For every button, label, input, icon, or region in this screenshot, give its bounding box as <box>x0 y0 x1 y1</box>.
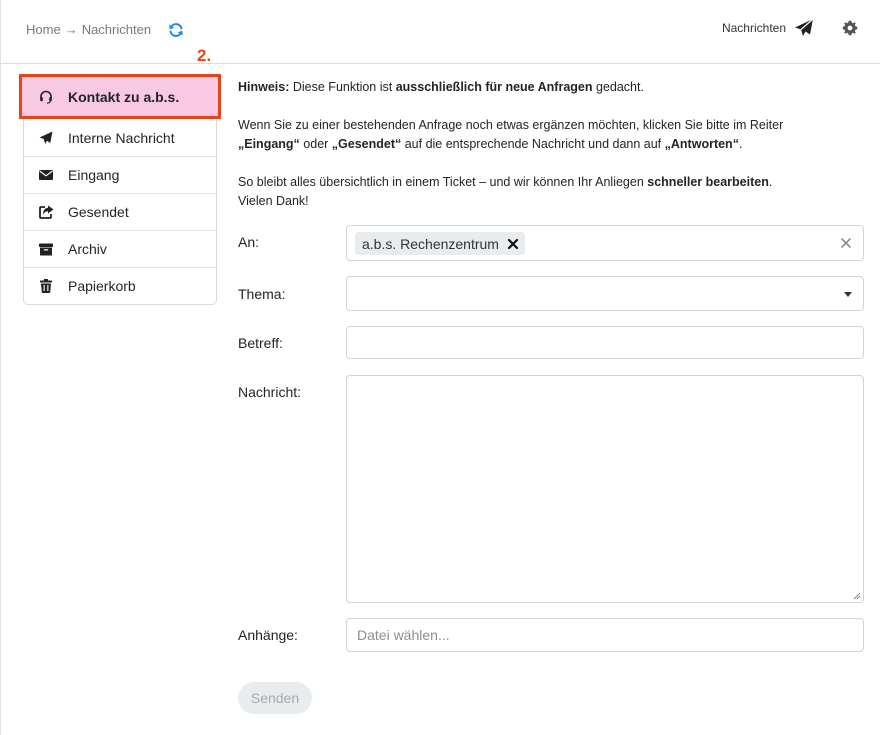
notice-paragraph-3 <box>238 173 868 211</box>
attachments-placeholder: Datei wählen... <box>357 627 450 643</box>
sidebar-item-archiv[interactable] <box>24 230 216 267</box>
paper-plane-icon[interactable] <box>794 18 814 38</box>
sidebar-item-label: Archiv <box>68 241 107 257</box>
attachments-label: Anhänge: <box>238 627 298 643</box>
notice-text-span: Diese Funktion ist <box>289 80 396 94</box>
notice-bold-span: „Eingang“ <box>238 137 300 151</box>
notice-text-span: Vielen Dank! <box>238 194 309 208</box>
recipient-tag-label: a.b.s. Rechenzentrum <box>362 235 499 252</box>
notice-text-span: . <box>738 137 743 151</box>
share-icon <box>38 204 54 220</box>
to-label: An: <box>238 234 260 250</box>
sidebar-item-label: Kontakt zu a.b.s. <box>68 88 180 105</box>
header-messages-label[interactable]: Nachrichten <box>721 21 786 35</box>
notice-text-span: gedacht. <box>592 80 644 94</box>
attachments-file-input[interactable] <box>346 618 864 652</box>
archive-box-icon <box>38 241 54 257</box>
subject-input[interactable] <box>346 326 864 359</box>
sidebar-item-label: Gesendet <box>68 204 129 220</box>
step-annotation: 2. <box>197 46 212 65</box>
breadcrumb <box>26 22 151 37</box>
paper-plane-icon <box>38 130 54 146</box>
subject-label: Betreff: <box>238 335 283 351</box>
top-header <box>0 0 880 64</box>
sidebar-item-label: Interne Nachricht <box>68 129 175 146</box>
sidebar-item-gesendet[interactable] <box>24 193 216 230</box>
notice-text-span: . <box>768 175 773 189</box>
breadcrumb-separator: → <box>64 22 78 37</box>
notice-hint-label: Hinweis: <box>238 80 290 94</box>
notice-bold-span: schneller bearbeiten <box>647 175 769 189</box>
topic-select[interactable] <box>346 276 864 311</box>
trash-icon <box>38 278 54 294</box>
window-left-border <box>0 0 1 735</box>
notice-bold-span: „Antworten“ <box>664 137 739 151</box>
caret-down-icon <box>844 292 852 297</box>
headset-icon <box>38 89 54 105</box>
message-label: Nachricht: <box>238 384 302 400</box>
sidebar-item-interne-nachricht[interactable] <box>24 119 216 156</box>
sidebar-item-kontakt[interactable] <box>19 74 221 119</box>
topic-label: Thema: <box>238 286 286 302</box>
header-actions <box>722 18 858 38</box>
breadcrumb-home[interactable]: Home <box>26 22 61 37</box>
recipient-select[interactable] <box>346 225 864 261</box>
clear-icon[interactable] <box>839 236 853 250</box>
gear-icon[interactable] <box>842 20 858 36</box>
sidebar-item-papierkorb[interactable] <box>24 267 216 304</box>
sidebar-item-label: Papierkorb <box>68 278 136 294</box>
sidebar <box>23 77 217 305</box>
message-textarea[interactable] <box>346 375 864 603</box>
notice-bold-span: „Gesendet“ <box>331 137 402 151</box>
resize-grip-icon[interactable] <box>853 592 861 600</box>
notice-bold-span: ausschließlich für neue Anfragen <box>395 80 593 94</box>
notice-text-span: Wenn Sie zu einer bestehenden Anfrage noch etwas ergänzen möchten, klicken Sie bitte im Reiter <box>238 118 784 132</box>
notice-text-span: oder <box>299 137 332 151</box>
recipient-tag <box>355 232 525 255</box>
sidebar-item-eingang[interactable] <box>24 156 216 193</box>
send-button[interactable]: Senden <box>238 682 312 714</box>
notice-text-span: auf die entsprechende Nachricht und dann auf <box>401 137 665 151</box>
envelope-icon <box>38 167 54 183</box>
notice-paragraph-2 <box>238 116 868 154</box>
refresh-icon[interactable] <box>168 22 184 38</box>
notice-text <box>238 78 868 211</box>
breadcrumb-current: Nachrichten <box>81 22 152 37</box>
sidebar-item-label: Eingang <box>68 167 120 183</box>
notice-paragraph-1 <box>238 78 868 97</box>
close-icon[interactable] <box>507 238 519 250</box>
notice-text-span: So bleibt alles übersichtlich in einem Ticket – und wir können Ihr Anliegen <box>238 175 648 189</box>
